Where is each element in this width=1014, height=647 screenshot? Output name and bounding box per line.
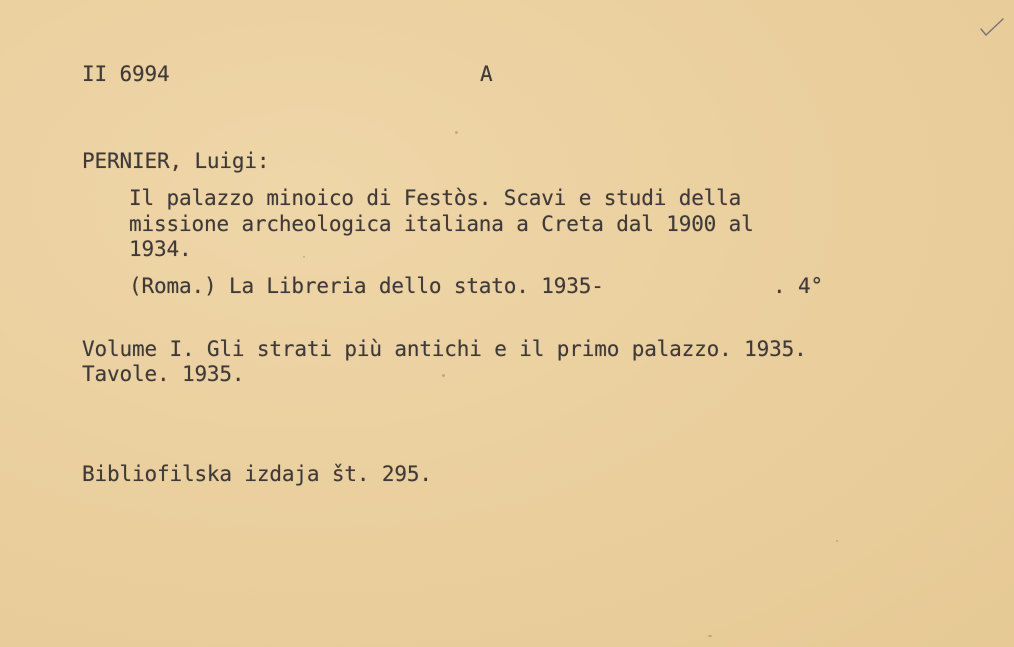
paper-speck xyxy=(303,256,305,258)
paper-speck xyxy=(708,635,712,637)
imprint: (Roma.) La Libreria dello stato. 1935- xyxy=(129,274,604,298)
call-number: II 6994 xyxy=(82,62,170,86)
paper-speck xyxy=(836,540,838,542)
paper-speck xyxy=(455,131,458,134)
volume-line-1: Volume I. Gli strati più antichi e il primo palazzo. 1935. xyxy=(82,337,807,361)
author-heading: PERNIER, Luigi: xyxy=(82,149,270,173)
format: . 4° xyxy=(773,274,823,298)
check-mark-icon xyxy=(979,16,1005,38)
paper-speck xyxy=(442,374,445,377)
marker-letter: A xyxy=(480,62,493,86)
series-note: Bibliofilska izdaja št. 295. xyxy=(82,462,432,486)
title-line-1: Il palazzo minoico di Festòs. Scavi e studi della xyxy=(129,186,742,210)
title-line-2: missione archeologica italiana a Creta dal 1900 al xyxy=(129,212,754,236)
volume-line-2: Tavole. 1935. xyxy=(82,362,245,386)
title-line-3: 1934. xyxy=(129,237,192,261)
